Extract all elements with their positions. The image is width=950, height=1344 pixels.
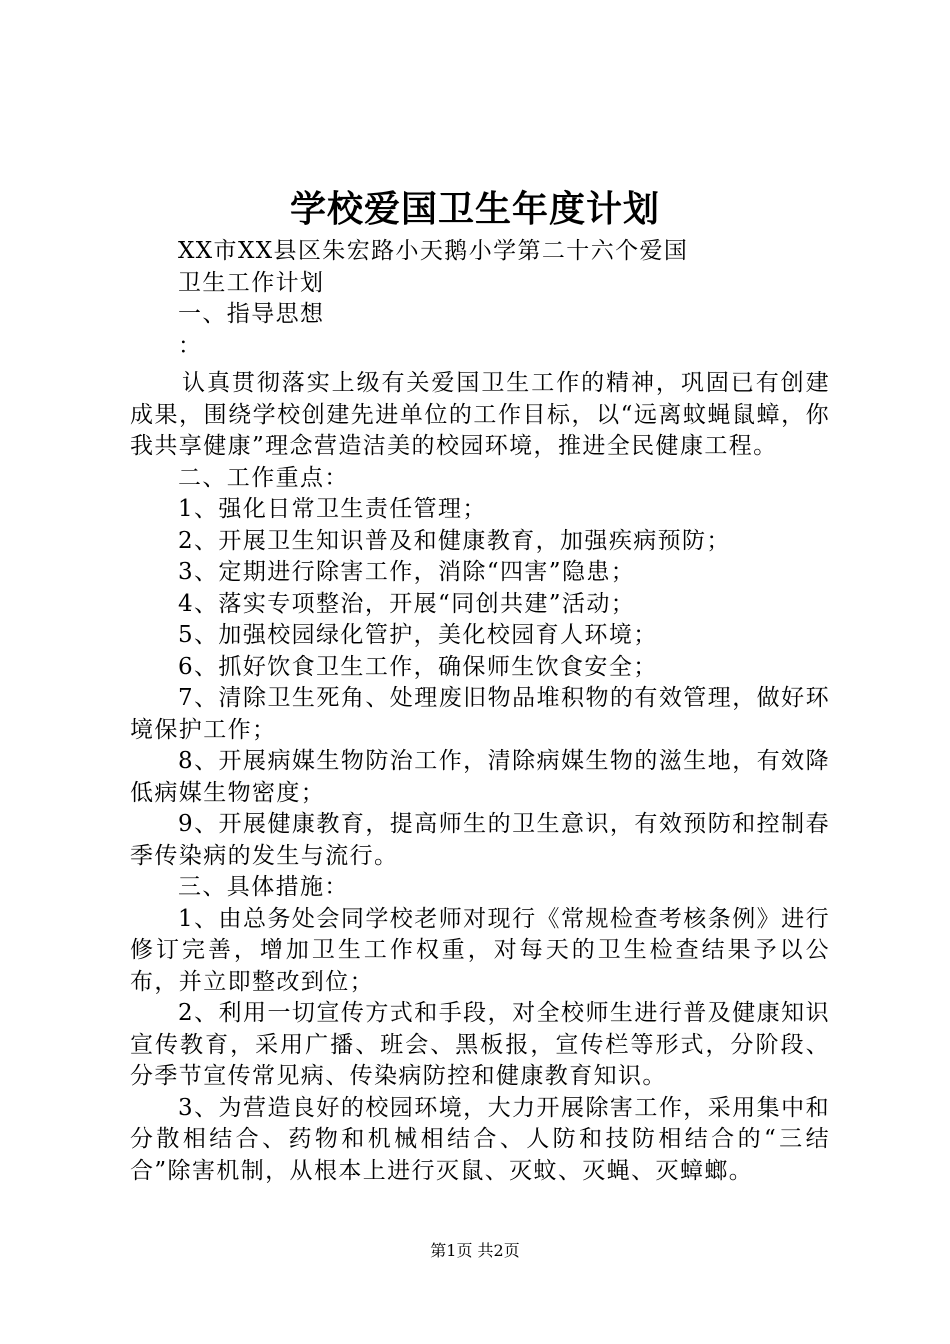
document-body bbox=[130, 236, 830, 1187]
list-item-measure-2: 2、利用一切宣传方式和手段，对全校师生进行普及健康知识宣传教育，采用广播、班会、黑板报，宣传栏等形式，分阶段、分季节宣传常见病、传染病防控和健康教育知识。 bbox=[130, 1000, 830, 1089]
section-colon: ： bbox=[178, 332, 203, 359]
subtitle-line-1: XX市XX县区朱宏路小天鹅小学第二十六个爱国 bbox=[178, 238, 689, 264]
list-item-key-1: 1、强化日常卫生责任管理； bbox=[178, 496, 487, 522]
section-heading-measures: 三、具体措施： bbox=[178, 874, 349, 900]
subtitle-line-2: 卫生工作计划 bbox=[178, 269, 325, 296]
page-footer: 第1页 共2页 bbox=[430, 1241, 520, 1260]
list-item-key-2: 2、开展卫生知识普及和健康教育，加强疾病预防； bbox=[178, 527, 731, 554]
list-item-key-9: 9、开展健康教育，提高师生的卫生意识，有效预防和控制春季传染病的发生与流行。 bbox=[130, 811, 830, 869]
list-item-key-7: 7、清除卫生死角、处理废旧物品堆积物的有效管理，做好环境保护工作； bbox=[130, 685, 830, 743]
list-item-key-6: 6、抓好饮食卫生工作，确保师生饮食安全； bbox=[178, 653, 658, 680]
list-item-measure-3: 3、为营造良好的校园环境，大力开展除害工作，采用集中和分散相结合、药物和机械相结合、人防和技防相结合的“三结合”除害机制，从根本上进行灭鼠、灭蚊、灭蝇、灭蟑螂。 bbox=[130, 1094, 830, 1184]
section-heading-guiding-thought: 一、指导思想 bbox=[178, 301, 325, 327]
section-heading-key-work: 二、工作重点： bbox=[178, 464, 349, 491]
list-item-measure-1: 1、由总务处会同学校老师对现行《常规检查考核条例》进行修订完善，增加卫生工作权重，对每天的卫生检查结果予以公布，并立即整改到位； bbox=[130, 905, 830, 995]
list-item-key-5: 5、加强校园绿化管护，美化校园育人环境； bbox=[178, 622, 658, 648]
list-item-key-8: 8、开展病媒生物防治工作，清除病媒生物的滋生地，有效降低病媒生物密度； bbox=[130, 748, 830, 806]
list-item-key-4: 4、落实专项整治，开展“同创共建”活动； bbox=[178, 590, 636, 617]
list-item-key-3: 3、定期进行除害工作，消除“四害”隐患； bbox=[178, 559, 636, 585]
document-title: 学校爱国卫生年度计划 bbox=[289, 188, 660, 230]
paragraph-guiding-thought: 认真贯彻落实上级有关爱国卫生工作的精神，巩固已有创建成果，围绕学校创建先进单位的工作目标，以“远离蚊蝇鼠蟑，你我共享健康”理念营造洁美的校园环境，推进全民健康工程。 bbox=[130, 370, 830, 459]
